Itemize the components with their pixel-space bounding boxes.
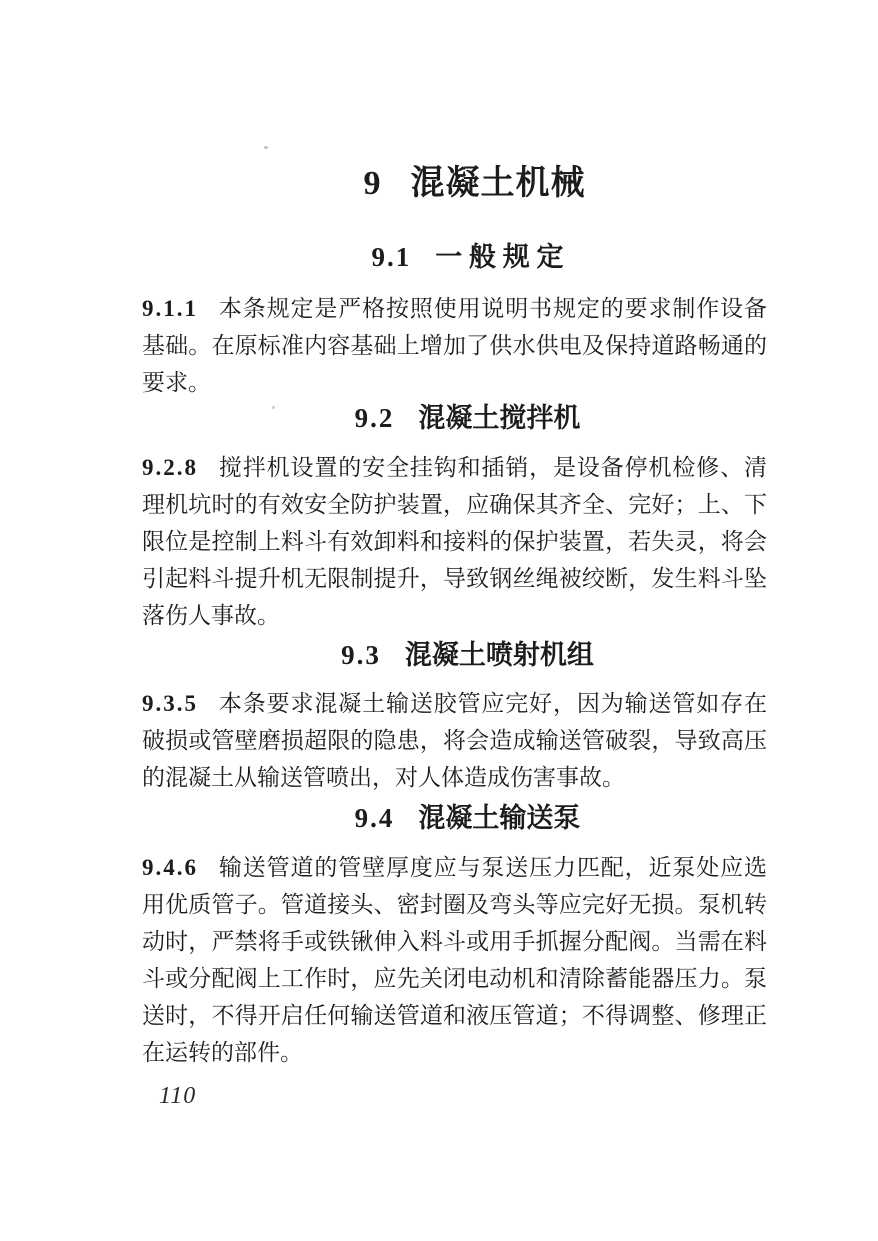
section-heading-9-4 (142, 802, 767, 834)
section-number: 9.2 (354, 403, 395, 433)
section-heading-9-1 (142, 241, 767, 273)
chapter-number: 9 (363, 165, 381, 202)
clause-9-3-5 (142, 685, 767, 796)
section-number: 9.4 (354, 803, 395, 833)
chapter-title (142, 163, 767, 205)
clause-text: 本条要求混凝土输送胶管应完好，因为输送管如存在破损或管壁磨损超限的隐患，将会造成输送管破裂，导致高压的混凝土从输送管喷出，对人体造成伤害事故。 (142, 691, 767, 790)
clause-text: 本条规定是严格按照使用说明书规定的要求制作设备基础。在原标准内容基础上增加了供水供电及保持道路畅通的要求。 (142, 296, 767, 395)
section-number: 9.1 (371, 242, 412, 272)
clause-number: 9.3.5 (142, 691, 198, 716)
clause-number: 9.2.8 (142, 455, 198, 480)
scan-artifact-dot (264, 146, 268, 149)
clause-text: 输送管道的管壁厚度应与泵送压力匹配，近泵处应选用优质管子。管道接头、密封圈及弯头等应完好无损。泵机转动时，严禁将手或铁锹伸入料斗或用手抓握分配阀。当需在料斗或分配阀上工作时，应先关闭电动机和清除蓄能器压力。泵送时，不得开启任何输送管道和液压管道；不得调整、修理正在运转的部件。 (142, 855, 767, 1065)
section-heading-9-2 (142, 402, 767, 434)
clause-number: 9.1.1 (142, 296, 198, 321)
section-number: 9.3 (341, 640, 381, 670)
section-heading-9-3 (142, 639, 767, 671)
clause-9-4-6 (142, 849, 767, 1071)
clause-text: 搅拌机设置的安全挂钩和插销，是设备停机检修、清理机坑时的有效安全防护装置，应确保其齐全、完好；上、下限位是控制上料斗有效卸料和接料的保护装置，若失灵，将会引起料斗提升机无限制提升，导致钢丝绳被绞断，发生料斗坠落伤人事故。 (142, 455, 767, 628)
section-title: 混凝土喷射机组 (404, 640, 594, 670)
clause-9-1-1 (142, 290, 767, 401)
chapter-name: 混凝土机械 (410, 165, 586, 202)
clause-number: 9.4.6 (142, 855, 198, 880)
page-number: 110 (159, 1083, 197, 1109)
section-title: 混凝土输送泵 (418, 803, 581, 833)
section-title: 一 般 规 定 (435, 242, 564, 272)
section-title: 混凝土搅拌机 (418, 403, 581, 433)
clause-9-2-8 (142, 449, 767, 634)
